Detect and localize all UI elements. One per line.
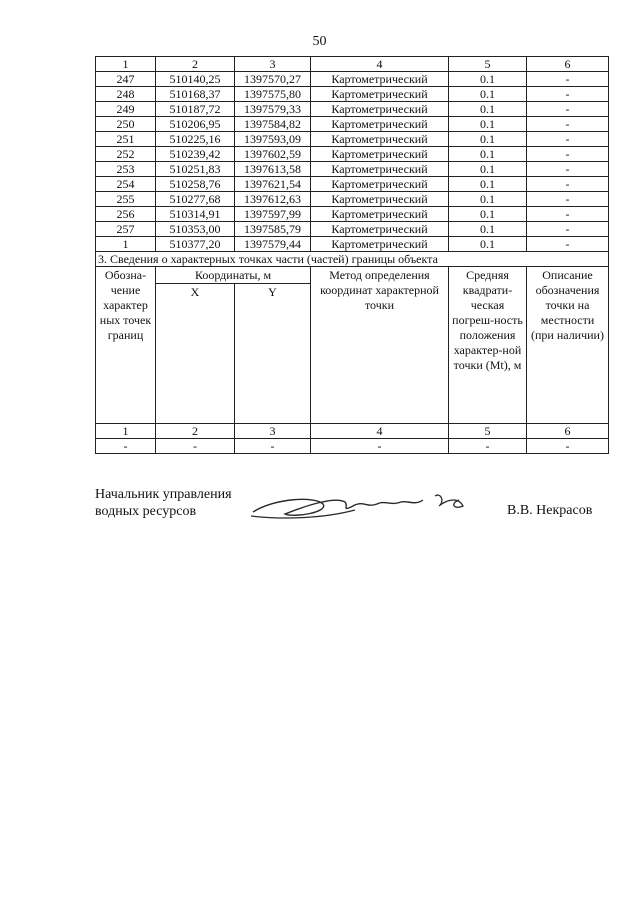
column-number: 2: [156, 57, 235, 72]
point-number-cell: 248: [96, 87, 156, 102]
y-coordinate-cell: 1397597,99: [235, 207, 311, 222]
x-coordinate-cell: 510258,76: [156, 177, 235, 192]
position-line-2: водных ресурсов: [95, 504, 197, 519]
error-cell: 0.1: [449, 117, 527, 132]
method-cell: Картометрический: [311, 192, 449, 207]
error-cell: 0.1: [449, 72, 527, 87]
x-coordinate-cell: 510314,91: [156, 207, 235, 222]
method-cell: Картометрический: [311, 177, 449, 192]
point-number-cell: 257: [96, 222, 156, 237]
y-coordinate-cell: 1397584,82: [235, 117, 311, 132]
point-number-cell: 252: [96, 147, 156, 162]
point-number-cell: 249: [96, 102, 156, 117]
method-cell: Картометрический: [311, 147, 449, 162]
table-row: [96, 222, 609, 237]
empty-cell: -: [527, 439, 609, 454]
table-row: [96, 132, 609, 147]
y-coordinate-cell: 1397602,59: [235, 147, 311, 162]
header-description: Описание обозначения точки на местности (при наличии): [527, 267, 609, 424]
signatory-position: [95, 486, 232, 520]
x-coordinate-cell: 510206,95: [156, 117, 235, 132]
column-number: 5: [449, 57, 527, 72]
empty-cell: -: [156, 439, 235, 454]
description-cell: -: [527, 87, 609, 102]
description-cell: -: [527, 192, 609, 207]
x-coordinate-cell: 510140,25: [156, 72, 235, 87]
y-coordinate-cell: 1397593,09: [235, 132, 311, 147]
column-number-row: [96, 57, 609, 72]
point-number-cell: 250: [96, 117, 156, 132]
description-cell: -: [527, 222, 609, 237]
error-cell: 0.1: [449, 177, 527, 192]
point-number-cell: 256: [96, 207, 156, 222]
signature-block: [95, 486, 615, 546]
table-row: [96, 207, 609, 222]
section-title: 3. Сведения о характерных точках части (частей) границы объекта: [96, 252, 609, 267]
page-number: 50: [312, 34, 327, 49]
method-cell: Картометрический: [311, 117, 449, 132]
handwritten-signature: [245, 488, 485, 528]
signatory-name: В.В. Некрасов: [507, 503, 593, 518]
y-coordinate-cell: 1397579,33: [235, 102, 311, 117]
empty-cell: -: [96, 439, 156, 454]
x-coordinate-cell: 510187,72: [156, 102, 235, 117]
header-error: Средняя квадрати-ческая погреш-ность положения характер-ной точки (Mt), м: [449, 267, 527, 424]
method-cell: Картометрический: [311, 237, 449, 252]
description-cell: -: [527, 237, 609, 252]
x-coordinate-cell: 510277,68: [156, 192, 235, 207]
x-coordinate-cell: 510353,00: [156, 222, 235, 237]
description-cell: -: [527, 177, 609, 192]
method-cell: Картометрический: [311, 162, 449, 177]
column-number: 4: [311, 424, 449, 439]
table-row: [96, 147, 609, 162]
point-number-cell: 251: [96, 132, 156, 147]
table-row: [96, 117, 609, 132]
column-number: 4: [311, 57, 449, 72]
x-coordinate-cell: 510239,42: [156, 147, 235, 162]
table-row: [96, 237, 609, 252]
error-cell: 0.1: [449, 222, 527, 237]
method-cell: Картометрический: [311, 87, 449, 102]
y-coordinate-cell: 1397621,54: [235, 177, 311, 192]
table-row: [96, 177, 609, 192]
x-coordinate-cell: 510225,16: [156, 132, 235, 147]
error-cell: 0.1: [449, 192, 527, 207]
point-number-cell: 255: [96, 192, 156, 207]
section-column-number-row: [96, 424, 609, 439]
table-row: [96, 162, 609, 177]
point-number-cell: 1: [96, 237, 156, 252]
method-cell: Картометрический: [311, 102, 449, 117]
table-row: [96, 87, 609, 102]
method-cell: Картометрический: [311, 222, 449, 237]
error-cell: 0.1: [449, 102, 527, 117]
table-row: [96, 72, 609, 87]
error-cell: 0.1: [449, 237, 527, 252]
method-cell: Картометрический: [311, 72, 449, 87]
y-coordinate-cell: 1397575,80: [235, 87, 311, 102]
column-number: 2: [156, 424, 235, 439]
column-number: 5: [449, 424, 527, 439]
description-cell: -: [527, 102, 609, 117]
y-coordinate-cell: 1397613,58: [235, 162, 311, 177]
column-number: 1: [96, 57, 156, 72]
description-cell: -: [527, 162, 609, 177]
header-y: Y: [235, 284, 311, 424]
table-row: [96, 192, 609, 207]
x-coordinate-cell: 510377,20: [156, 237, 235, 252]
description-cell: -: [527, 117, 609, 132]
coordinates-table: [95, 56, 609, 454]
y-coordinate-cell: 1397585,79: [235, 222, 311, 237]
x-coordinate-cell: 510168,37: [156, 87, 235, 102]
y-coordinate-cell: 1397570,27: [235, 72, 311, 87]
header-coordinates: Координаты, м: [156, 267, 311, 284]
empty-cell: -: [311, 439, 449, 454]
description-cell: -: [527, 207, 609, 222]
header-point-designation: Обозна-чение характер ных точек границ: [96, 267, 156, 424]
x-coordinate-cell: 510251,83: [156, 162, 235, 177]
header-method: Метод определения координат характерной точки: [311, 267, 449, 424]
point-number-cell: 247: [96, 72, 156, 87]
y-coordinate-cell: 1397612,63: [235, 192, 311, 207]
error-cell: 0.1: [449, 87, 527, 102]
point-number-cell: 254: [96, 177, 156, 192]
column-number: 6: [527, 57, 609, 72]
description-cell: -: [527, 147, 609, 162]
section-empty-row: [96, 439, 609, 454]
section-title-row: [96, 252, 609, 267]
error-cell: 0.1: [449, 132, 527, 147]
method-cell: Картометрический: [311, 132, 449, 147]
error-cell: 0.1: [449, 207, 527, 222]
error-cell: 0.1: [449, 162, 527, 177]
empty-cell: -: [235, 439, 311, 454]
description-cell: -: [527, 132, 609, 147]
method-cell: Картометрический: [311, 207, 449, 222]
table-row: [96, 102, 609, 117]
position-line-1: Начальник управления: [95, 487, 232, 502]
error-cell: 0.1: [449, 147, 527, 162]
column-number: 1: [96, 424, 156, 439]
column-number: 6: [527, 424, 609, 439]
description-cell: -: [527, 72, 609, 87]
y-coordinate-cell: 1397579,44: [235, 237, 311, 252]
point-number-cell: 253: [96, 162, 156, 177]
column-number: 3: [235, 424, 311, 439]
empty-cell: -: [449, 439, 527, 454]
column-number: 3: [235, 57, 311, 72]
header-x: X: [156, 284, 235, 424]
section-header-row: [96, 267, 609, 284]
